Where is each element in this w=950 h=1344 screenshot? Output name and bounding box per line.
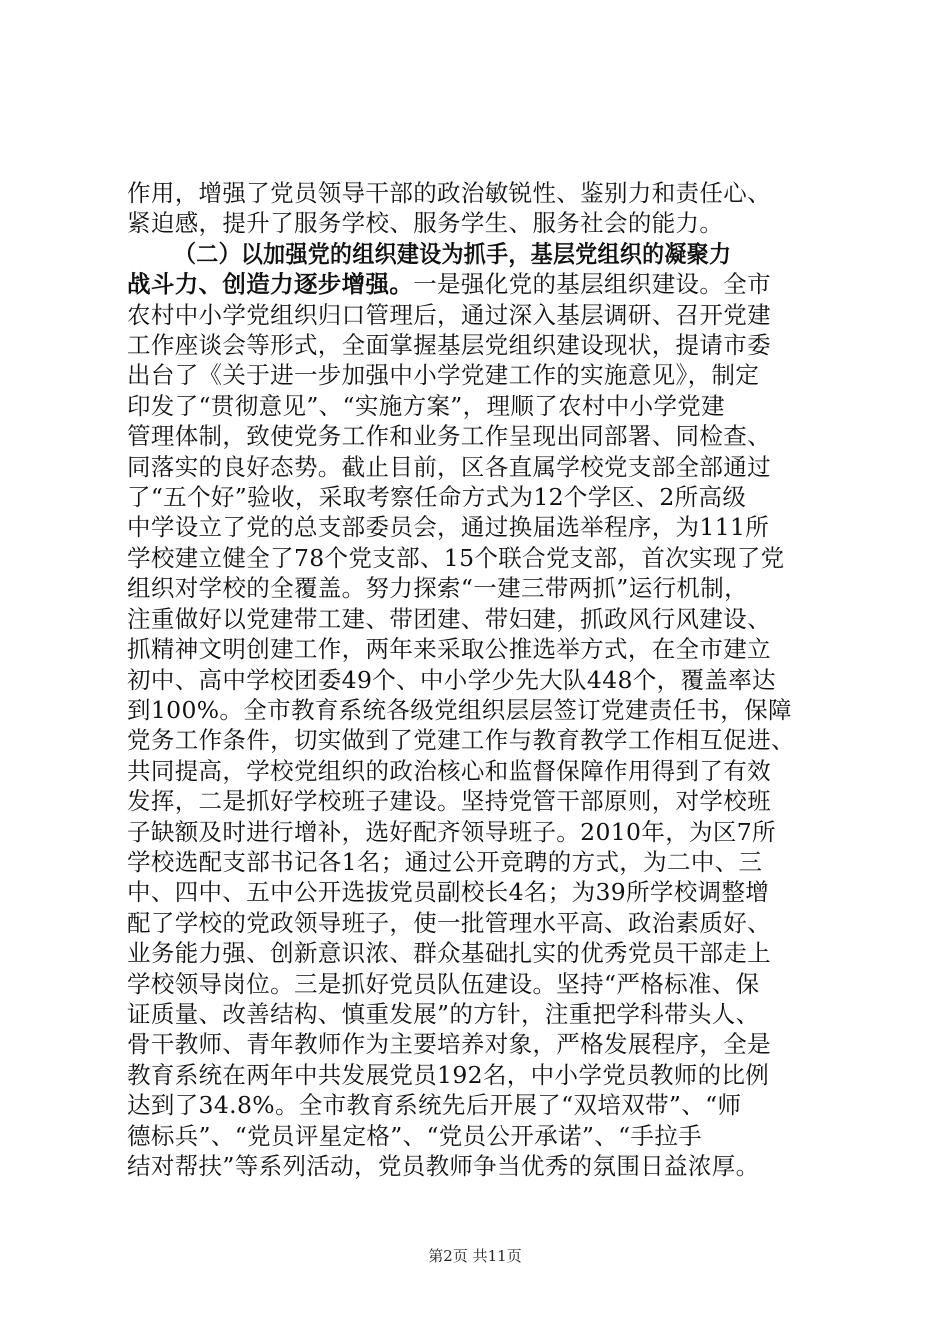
body-text-line: 初中、高中学校团委49个、中小学少先大队448个，覆盖率达 [127,666,776,694]
body-text-line: 组织对学校的全覆盖。努力探索“一建三带两抓”运行机制， [127,574,748,602]
body-text-line: 业务能力强、创新意识浓、群众基础扎实的优秀党员干部走上 [127,939,771,967]
body-text-line: 中、四中、五中公开选拔党员副校长4名；为39所学校调整增 [127,878,770,906]
body-text-line: 注重做好以党建带工建、带团建、带妇建，抓政风行风建设、 [127,605,771,633]
body-text-line: 管理体制，致使党务工作和业务工作呈现出同部署、同检查、 [127,422,771,450]
body-text-line: 学校领导岗位。三是抓好党员队伍建设。坚持“严格标准、保 [127,970,760,998]
body-text-line: 证质量、改善结构、慎重发展”的方针，注重把学科带头人、 [127,1000,760,1028]
body-text-line: 农村中小学党组织归口管理后，通过深入基层调研、召开党建 [127,301,771,329]
body-text-line: 发挥，二是抓好学校班子建设。坚持党管干部原则，对学校班 [127,787,771,815]
body-text-line: 子缺额及时进行增补，选好配齐领导班子。2010年，为区7所 [127,818,776,846]
body-text-line: 配了学校的党政领导班子，使一批管理水平高、政治素质好、 [127,909,771,937]
body-text-line: 共同提高，学校党组织的政治核心和监督保障作用得到了有效 [127,757,771,785]
body-text-line: 中学设立了党的总支部委员会，通过换届选举程序，为111所 [127,513,770,541]
body-text-line: 学校选配支部书记各1名；通过公开竞聘的方式，为二中、三 [127,848,763,876]
body-text-line: 教育系统在两年中共发展党员192名，中小学党员教师的比例 [127,1061,770,1089]
body-text-line: 学校建立健全了78个党支部、15个联合党支部，首次实现了党 [127,544,785,572]
body-text-line: 紧迫感，提升了服务学校、服务学生、服务社会的能力。 [127,209,724,237]
body-text-line: 印发了“贯彻意见”、“实施方案”，理顺了农村中小学党建 [127,392,726,420]
body-text-line: 同落实的良好态势。截止目前，区各直属学校党支部全部通过 [127,453,771,481]
page-number-footer: 第2页 共11页 [428,1247,522,1265]
body-text-line: 达到了34.8%。全市教育系统先后开展了“双培双带”、“师 [127,1091,742,1119]
section-heading-continuation: 战斗力、创造力逐步增强。 [127,270,414,298]
section-heading-line: （二）以加强党的组织建设为抓手，基层党组织的凝聚力 [174,240,732,268]
body-text-line: 党务工作条件，切实做到了党建工作与教育教学工作相互促进、 [127,726,795,754]
body-text-line: 抓精神文明创建工作，两年来采取公推选举方式，在全市建立 [127,635,771,663]
body-text-line: 作用，增强了党员领导干部的政治敏锐性、鉴别力和责任心、 [127,179,771,207]
body-text-line: 了“五个好”验收，采取考察任命方式为12个学区、2所高级 [127,483,747,511]
body-text-line: 出台了《关于进一步加强中小学党建工作的实施意见》，制定 [127,361,760,389]
body-text-line: 德标兵”、“党员评星定格”、“党员公开承诺”、“手拉手 [127,1122,703,1150]
body-text-line: 到100%。全市教育系统各级党组织层层签订党建责任书，保障 [127,696,792,724]
body-text-span: 一是强化党的基层组织建设。全市 [413,270,771,298]
body-text-line: 骨干教师、青年教师作为主要培养对象，严格发展程序，全是 [127,1030,771,1058]
body-text-line: 工作座谈会等形式，全面掌握基层党组织建设现状，提请市委 [127,331,771,359]
body-text-line: 结对帮扶”等系列活动，党员教师争当优秀的氛围日益浓厚。 [127,1152,760,1180]
